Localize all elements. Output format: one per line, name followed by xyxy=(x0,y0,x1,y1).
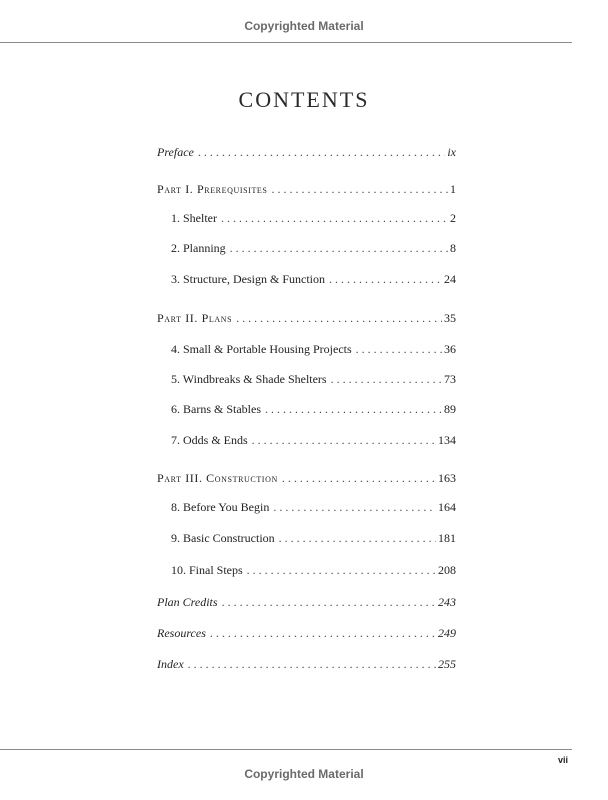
toc-entry xyxy=(171,525,456,545)
toc-entry-title: 9. Basic Construction xyxy=(171,531,275,545)
dot-leader xyxy=(271,182,448,196)
top-divider xyxy=(0,42,572,43)
dot-leader xyxy=(329,272,442,286)
toc-entry xyxy=(157,305,456,325)
toc-entry-page: 73 xyxy=(444,372,456,386)
toc-entry xyxy=(171,266,456,286)
dot-leader xyxy=(279,531,436,545)
dot-leader xyxy=(188,657,436,671)
toc-entry xyxy=(171,557,456,577)
toc-entry xyxy=(171,396,456,416)
dot-leader xyxy=(265,402,442,416)
toc-entry xyxy=(157,651,456,671)
dot-leader xyxy=(252,433,436,447)
dot-leader xyxy=(210,626,436,640)
toc-entry-page: 89 xyxy=(444,402,456,416)
dot-leader xyxy=(222,595,436,609)
dot-leader xyxy=(221,211,448,225)
toc-entry xyxy=(157,139,456,159)
toc-entry-page: 249 xyxy=(438,626,456,640)
toc-entry xyxy=(171,427,456,447)
dot-leader xyxy=(236,311,442,325)
toc-entry xyxy=(171,205,456,225)
page-title: CONTENTS xyxy=(238,87,370,112)
toc-entry xyxy=(171,336,456,356)
toc-entry-title: Preface xyxy=(157,145,194,159)
toc-entry-page: 163 xyxy=(438,471,456,485)
toc-entry xyxy=(171,494,456,514)
toc-entry-title: 10. Final Steps xyxy=(171,563,243,577)
toc-entry-page: 8 xyxy=(450,241,456,255)
toc-entry-title: Part I. Prerequisites xyxy=(157,182,268,196)
toc-entry-title: 2. Planning xyxy=(171,241,226,255)
dot-leader xyxy=(247,563,436,577)
toc-entry-title: Index xyxy=(157,657,184,671)
toc-entry-page: 1 xyxy=(450,182,456,196)
toc-entry-page: 35 xyxy=(444,311,456,325)
toc-entry-page: 208 xyxy=(438,563,456,577)
toc-entry xyxy=(157,620,456,640)
copyright-banner-bottom: Copyrighted Material xyxy=(244,767,364,781)
page-number: vii xyxy=(557,755,568,765)
toc-entry xyxy=(157,589,456,609)
bottom-divider xyxy=(0,749,572,750)
copyright-banner-top: Copyrighted Material xyxy=(244,19,364,33)
toc-entry xyxy=(157,176,456,196)
dot-leader xyxy=(273,500,436,514)
toc-entry xyxy=(157,465,456,485)
toc-entry-title: 6. Barns & Stables xyxy=(171,402,261,416)
toc-entry-title: 8. Before You Begin xyxy=(171,500,270,514)
toc-entry-title: Plan Credits xyxy=(157,595,218,609)
dot-leader xyxy=(356,342,442,356)
toc-entry xyxy=(171,366,456,386)
dot-leader xyxy=(230,241,448,255)
toc-entry-page: 164 xyxy=(438,500,456,514)
dot-leader xyxy=(198,145,445,159)
toc-entry-title: 3. Structure, Design & Function xyxy=(171,272,325,286)
toc-entry-page: 243 xyxy=(438,595,456,609)
toc-entry-title: 4. Small & Portable Housing Projects xyxy=(171,342,352,356)
dot-leader xyxy=(331,372,442,386)
toc-entry-page: ix xyxy=(447,145,456,159)
toc-entry-page: 255 xyxy=(438,657,456,671)
toc-entry-title: Resources xyxy=(157,626,206,640)
toc-entry-title: 1. Shelter xyxy=(171,211,217,225)
toc-entry-page: 181 xyxy=(438,531,456,545)
toc-entry-title: 7. Odds & Ends xyxy=(171,433,248,447)
toc-entry-title: Part III. Construction xyxy=(157,471,278,485)
toc-entry xyxy=(171,235,456,255)
toc-entry-title: Part II. Plans xyxy=(157,311,233,325)
dot-leader xyxy=(282,471,436,485)
toc-entry-title: 5. Windbreaks & Shade Shelters xyxy=(171,372,327,386)
toc-entry-page: 134 xyxy=(438,433,456,447)
toc-entry-page: 36 xyxy=(444,342,456,356)
toc-entry-page: 24 xyxy=(444,272,456,286)
toc-entry-page: 2 xyxy=(450,211,456,225)
